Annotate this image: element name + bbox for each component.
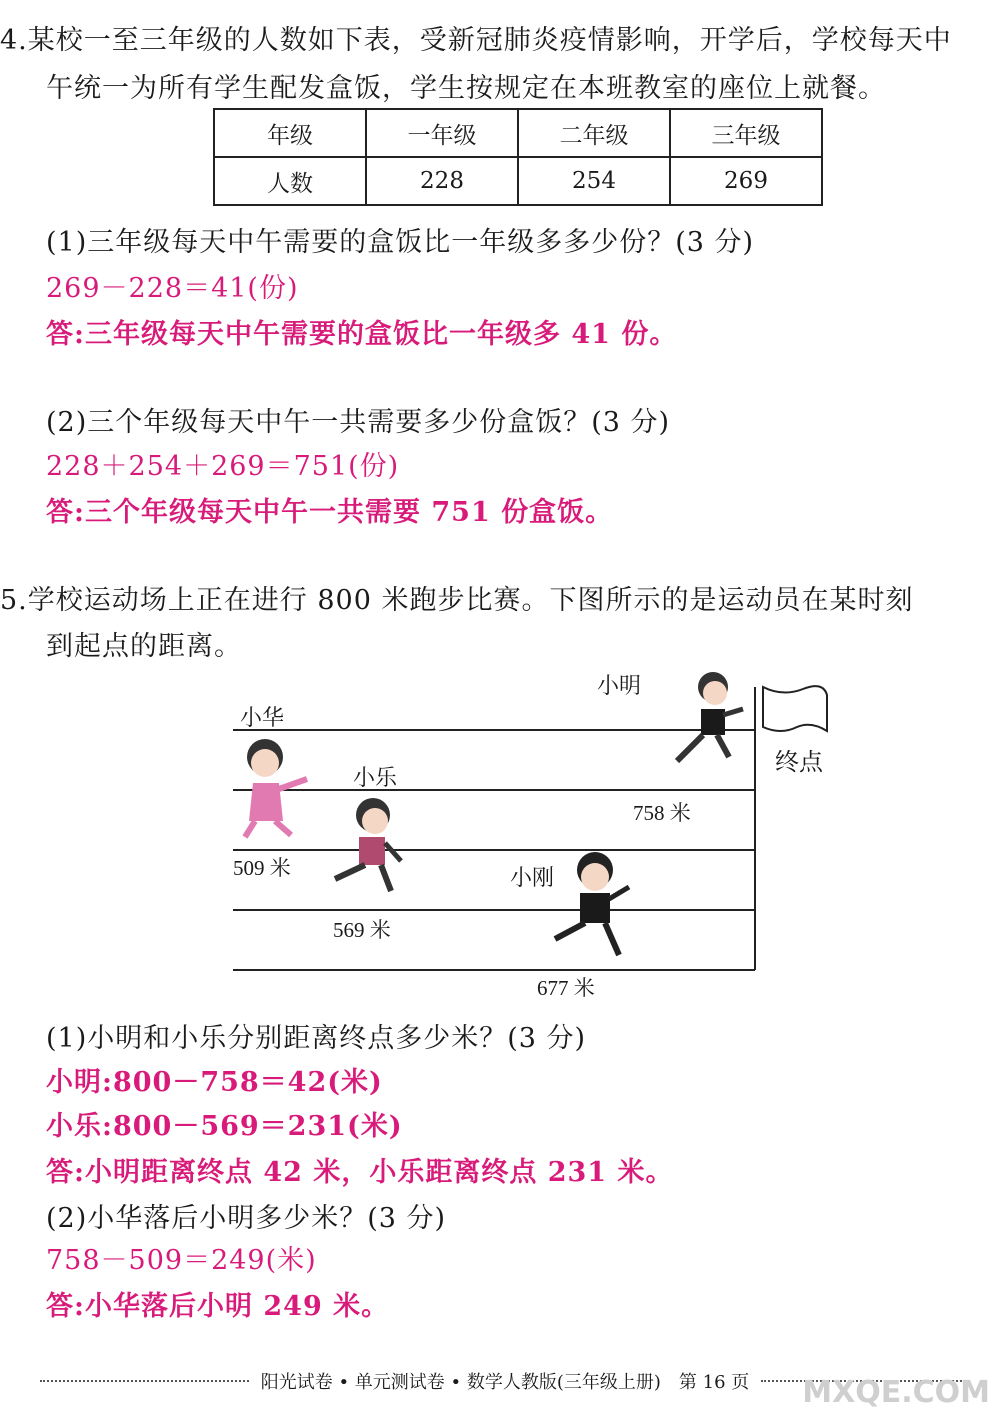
table-cell: 年级 [214, 109, 366, 157]
runner-name-xiaole: 小乐 [353, 766, 398, 791]
table-row [214, 157, 822, 205]
q4-stem-line1: 4.某校一至三年级的人数如下表，受新冠肺炎疫情影响，开学后，学校每天中 [0, 25, 952, 56]
q4-p1-answer: 答:三年级每天中午需要的盒饭比一年级多 41 份。 [46, 319, 678, 350]
runner-xiaogang-icon [555, 852, 629, 955]
q4-p1-calc: 269－228＝41(份) [46, 273, 299, 304]
q4-p2-calc: 228＋254＋269＝751(份) [46, 451, 400, 482]
table-cell: 254 [518, 157, 670, 205]
runner-name-xiaoming: 小明 [597, 674, 642, 699]
table-cell: 人数 [214, 157, 366, 205]
runner-xiaole-icon [335, 798, 401, 891]
q5-p1-answer: 答:小明距离终点 42 米，小乐距离终点 231 米。 [46, 1157, 674, 1188]
runner-name-xiaohua: 小华 [240, 706, 285, 731]
table-row [214, 109, 822, 157]
table-cell: 一年级 [366, 109, 518, 157]
distance-label-xiaohua: 509 米 [233, 856, 291, 880]
q5-stem-line2: 到起点的距离。 [46, 631, 242, 662]
q5-p2-question: (2)小华落后小明多少米？(3 分) [46, 1203, 447, 1234]
distance-label-xiaoming: 758 米 [633, 801, 691, 825]
q4-p1-question: (1)三年级每天中午需要的盒饭比一年级多多少份？(3 分) [46, 227, 755, 258]
distance-label-xiaole: 569 米 [333, 918, 391, 942]
table-cell: 二年级 [518, 109, 670, 157]
runner-xiaohua-icon [245, 739, 307, 837]
q4-p2-question: (2)三个年级每天中午一共需要多少份盒饭？(3 分) [46, 407, 671, 438]
footer-divider [40, 1380, 249, 1382]
grade-table [213, 108, 823, 206]
table-cell: 269 [670, 157, 822, 205]
q4-p2-answer: 答:三个年级每天中午一共需要 751 份盒饭。 [46, 497, 614, 528]
table-cell: 228 [366, 157, 518, 205]
runner-name-xiaogang: 小刚 [510, 866, 555, 891]
q5-p1-calc2: 小乐:800－569＝231(米) [46, 1111, 403, 1142]
finish-flag-icon [763, 686, 827, 731]
race-track-figure [225, 665, 845, 1005]
watermark: MXQE.COM [802, 1375, 990, 1410]
q5-p1-calc1: 小明:800－758＝42(米) [46, 1067, 383, 1098]
distance-label-xiaogang: 677 米 [537, 976, 595, 1000]
finish-label: 终点 [775, 748, 823, 776]
footer-text: 阳光试卷 • 单元测试卷 • 数学人教版(三年级上册) 第 16 页 [260, 1372, 750, 1393]
q5-p1-question: (1)小明和小乐分别距离终点多少米？(3 分) [46, 1023, 587, 1054]
q4-stem-line2: 午统一为所有学生配发盒饭，学生按规定在本班教室的座位上就餐。 [46, 73, 886, 104]
q5-stem-line1: 5.学校运动场上正在进行 800 米跑步比赛。下图所示的是运动员在某时刻 [0, 585, 914, 616]
table-cell: 三年级 [670, 109, 822, 157]
q5-p2-answer: 答:小华落后小明 249 米。 [46, 1291, 390, 1322]
runner-xiaoming-icon [677, 672, 743, 761]
q5-p2-calc: 758－509＝249(米) [46, 1245, 317, 1276]
